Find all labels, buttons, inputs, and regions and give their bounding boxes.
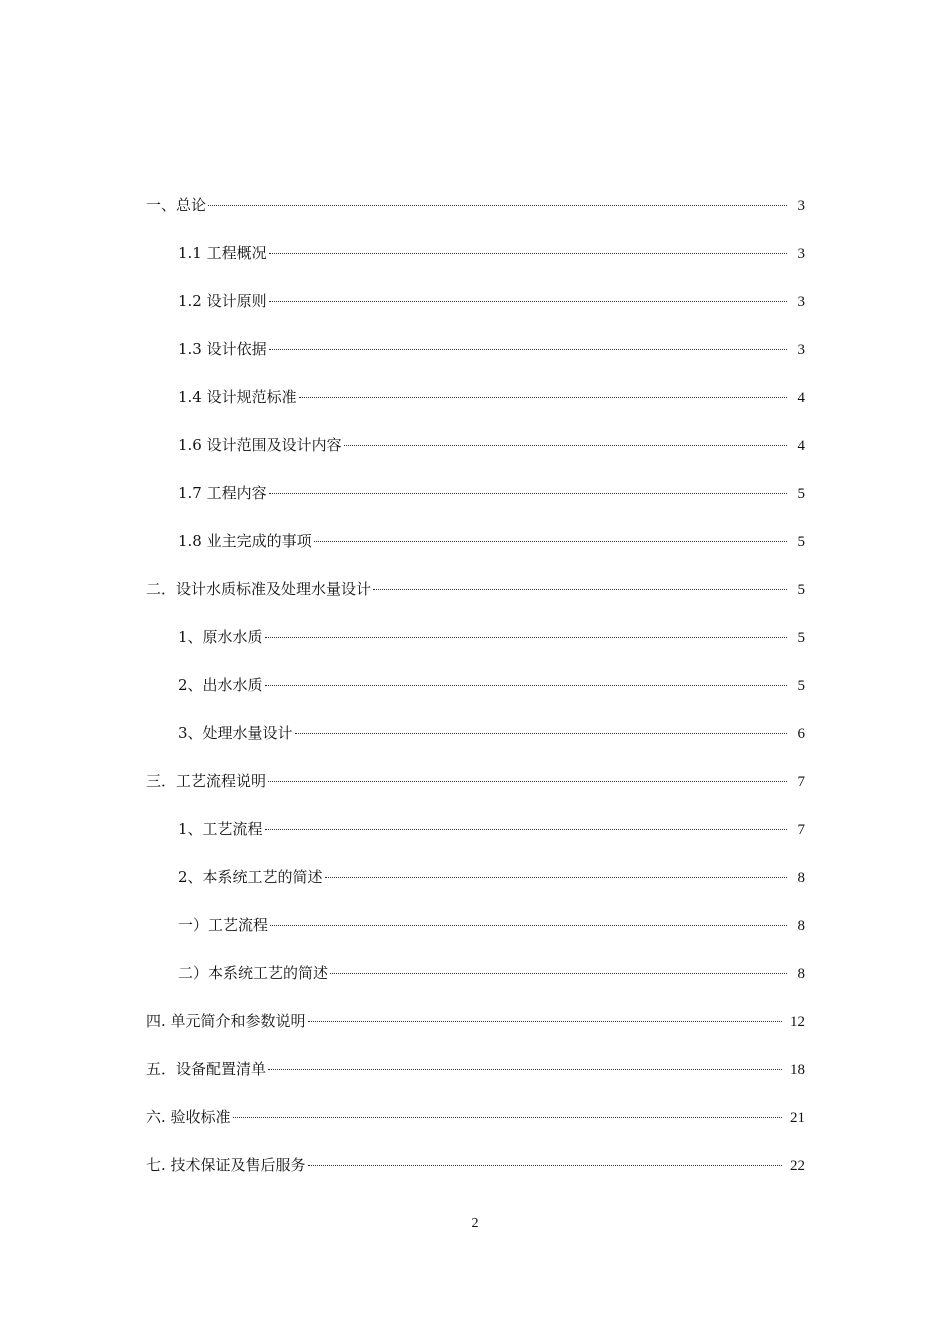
toc-entry[interactable] [146,1010,805,1058]
toc-leader-dots [314,541,787,542]
toc-entry[interactable] [146,1058,805,1106]
toc-entry-title: 1.2 设计原则 [178,292,267,310]
toc-entry-page: 5 [797,486,805,502]
toc-entry-page: 4 [797,438,805,454]
toc-entry-page: 8 [797,870,805,886]
toc-entry-title: 1、工艺流程 [178,820,263,838]
toc-leader-dots [344,445,787,446]
toc-leader-dots [269,301,787,302]
toc-entry-title: 四. 单元简介和参数说明 [146,1012,306,1030]
toc-entry-title: 3、处理水量设计 [178,724,293,742]
toc-leader-dots [265,829,787,830]
toc-entry-title: 一、总论 [146,196,207,214]
toc-leader-dots [269,493,787,494]
toc-leader-dots [373,589,787,590]
toc-entry-title: 1.1 工程概况 [178,244,267,262]
toc-leader-dots [299,397,787,398]
toc-leader-dots [308,1021,782,1022]
toc-entry-title: 二）本系统工艺的简述 [178,964,329,982]
toc-leader-dots [265,637,787,638]
toc-entry[interactable] [146,818,805,866]
toc-entry-title: 2、出水水质 [178,676,263,694]
toc-leader-dots [269,253,787,254]
toc-entry-title: 1.8 业主完成的事项 [178,532,312,550]
toc-entry-title: 二．设计水质标准及处理水量设计 [146,580,372,598]
toc-entry-page: 5 [797,678,805,694]
toc-entry[interactable] [146,386,805,434]
toc-entry[interactable] [146,770,805,818]
toc-entry-title: 1.3 设计依据 [178,340,267,358]
toc-entry-title: 1、原水水质 [178,628,263,646]
toc-leader-dots [208,205,787,206]
toc-entry-title: 七. 技术保证及售后服务 [146,1156,306,1174]
toc-entry-page: 8 [797,966,805,982]
toc-entry-page: 4 [797,390,805,406]
toc-entry-title: 六. 验收标准 [146,1108,231,1126]
toc-entry[interactable] [146,914,805,962]
toc-entry[interactable] [146,290,805,338]
toc-leader-dots [265,685,787,686]
toc-entry[interactable] [146,242,805,290]
toc-leader-dots [268,781,787,782]
toc-entry-page: 12 [790,1014,805,1030]
toc-entry[interactable] [146,434,805,482]
toc-leader-dots [269,349,787,350]
toc-entry[interactable] [146,1154,805,1202]
toc-entry-title: 三．工艺流程说明 [146,772,267,790]
toc-entry-page: 18 [790,1062,805,1078]
toc-entry-title: 2、本系统工艺的简述 [178,868,323,886]
table-of-contents [146,194,805,1202]
toc-entry-page: 8 [797,918,805,934]
toc-entry[interactable] [146,578,805,626]
toc-entry-page: 5 [797,630,805,646]
toc-entry-title: 1.7 工程内容 [178,484,267,502]
toc-leader-dots [268,1069,782,1070]
toc-entry-page: 3 [797,246,805,262]
toc-leader-dots [325,877,787,878]
toc-entry-page: 3 [797,342,805,358]
toc-entry[interactable] [146,338,805,386]
toc-entry-page: 7 [797,774,805,790]
toc-leader-dots [308,1165,782,1166]
toc-entry-page: 6 [797,726,805,742]
toc-entry-title: 1.4 设计规范标准 [178,388,297,406]
page-number: 2 [471,1216,479,1231]
toc-entry[interactable] [146,962,805,1010]
toc-entry[interactable] [146,866,805,914]
toc-entry[interactable] [146,194,805,242]
toc-entry-page: 3 [797,198,805,214]
toc-leader-dots [270,925,787,926]
toc-entry[interactable] [146,1106,805,1154]
toc-entry[interactable] [146,626,805,674]
toc-entry[interactable] [146,674,805,722]
toc-entry-page: 21 [790,1110,805,1126]
toc-entry[interactable] [146,722,805,770]
toc-entry-page: 5 [797,534,805,550]
toc-entry-page: 5 [797,582,805,598]
toc-leader-dots [295,733,787,734]
toc-entry-page: 7 [797,822,805,838]
toc-entry[interactable] [146,530,805,578]
toc-entry-page: 3 [797,294,805,310]
toc-entry-title: 一）工艺流程 [178,916,269,934]
toc-entry-title: 1.6 设计范围及设计内容 [178,436,342,454]
toc-entry-title: 五．设备配置清单 [146,1060,267,1078]
toc-leader-dots [233,1117,782,1118]
toc-entry-page: 22 [790,1158,805,1174]
toc-entry[interactable] [146,482,805,530]
toc-leader-dots [330,973,787,974]
